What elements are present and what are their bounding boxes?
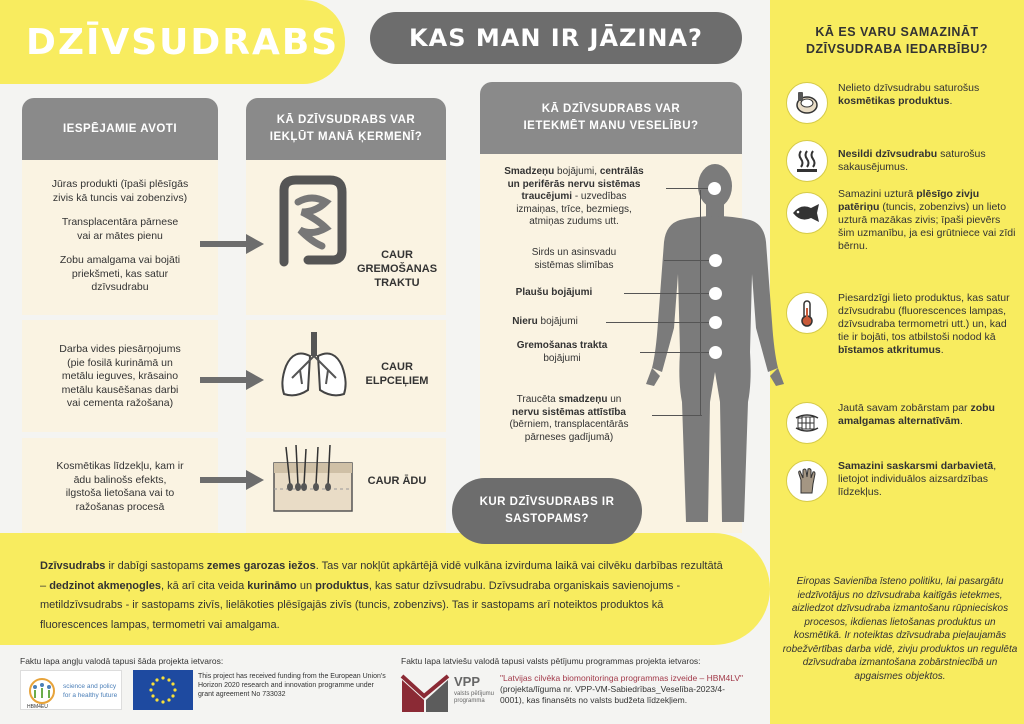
- route-respiratory: CAUR ELPCEĻIEM: [365, 361, 429, 387]
- connector-line: [652, 415, 702, 416]
- connector-line: [666, 188, 710, 189]
- eu-flag-logo: [133, 670, 193, 710]
- marker-dot-brain: [708, 182, 721, 195]
- eu-funding-note: This project has received funding from the European Union's Horizon 2020 research and innovation programme under grant agreement No 733032: [198, 673, 386, 698]
- tip-glove: Samazini saskarsmi darbavietā, lietojot individuālos aizsardzības līdzekļus.: [786, 460, 1016, 502]
- where-found-heading: KUR DZĪVSUDRABS IR SASTOPAMS?: [479, 496, 615, 525]
- marker-dot-lungs: [709, 287, 722, 300]
- footer-left-label: Faktu lapa angļu valodā tapusi šāda projekta ietvaros:: [20, 656, 224, 666]
- tip-cosmetics: Nelieto dzīvsudrabu saturošus kosmētikas produktus.: [786, 82, 1016, 124]
- heat-icon: [786, 140, 828, 182]
- effect-digestive: Gremošanas trakta bojājumi: [516, 340, 608, 364]
- header-routes: KĀ DZĪVSUDRABS VAR IEKĻŪT MANĀ ĶERMENĪ?: [246, 98, 446, 160]
- lungs-icon: [274, 330, 354, 400]
- tip-heat: Nesildi dzīvsudrabu saturošus sakausējumus.: [786, 140, 1016, 182]
- marker-dot-digestive: [709, 346, 722, 359]
- thermometer-icon: [786, 292, 828, 334]
- tooth-icon: [786, 402, 828, 444]
- eu-stars-icon: [133, 670, 193, 710]
- page-title: DZĪVSUDRABS: [26, 21, 340, 63]
- where-found-text: Dzīvsudrabs ir dabīgi sastopams zemes garozas iežos. Tas var nokļūt apkārtējā vidē vulkāna izvirduma laikā vai cilvēku darbības rezultātā – dedzinot akmeņogles, kā arī cita veida kurināmo un produktus, kas satur dzīvsudrabu. Dzīvsudraba organiskais savienojums - metildzīvsudrabs - ir sastopams zivīs, lielākoties plēsīgajās zivīs (tuncis, zobenzivs). Tas ir sastopams arī noteiktos produktos kā fluorescences lampas, termometri vai amalgama.: [40, 560, 723, 631]
- intestine-icon: [272, 172, 352, 272]
- connector-line: [640, 352, 709, 353]
- main-question: KAS MAN IR JĀZINA?: [409, 24, 703, 52]
- marker-dot-kidneys: [709, 316, 722, 329]
- arrow-right-icon: [200, 370, 266, 390]
- vpp-name: VPP: [454, 674, 481, 689]
- arrow-right-icon: [200, 234, 266, 254]
- source-cosmetics: Kosmētikas līdzekļu, kam ir ādu balinošs efekts, ilgstoša lietošana vai to ražošanas procesā: [56, 460, 184, 513]
- connector-line: [624, 293, 709, 294]
- tip-tooth: Jautā savam zobārstam par zobu amalgamas alternatīvām.: [786, 402, 1016, 444]
- eu-policy-note: Eiropas Savienība īsteno politiku, lai pasargātu iedzīvotājus no dzīvsudraba kaitīgās ietekmes, aizliedzot dzīvsudraba izmantošanu rūpnieciskos procesos, ikdienas lietošanas produktus un kosmētikā. Ir noteiktas dzīvsudraba pieļaujamās robežvērtības darba vidē, zivju produktos un regulēta dzīvsudraba izmantošana zobārstniecībā un apgaismes objektos.: [782, 576, 1018, 682]
- hbm4eu-logo: HBM4EU science and policy for a healthy future: [20, 670, 122, 710]
- tip-thermometer: Piesardzīgi lieto produktus, kas satur dzīvsudrabu (fluorescences lampas, dzīvsudraba termometri utt.) un, kad tie ir bojāti, tos atbilstoši nodod kā bīstamos atkritumus.: [786, 292, 1016, 357]
- skin-icon: [272, 445, 354, 515]
- header-health: KĀ DZĪVSUDRABS VAR IETEKMĒT MANU VESELĪBU?: [480, 82, 742, 154]
- vpp-subtitle: valsts pētījumu programma: [454, 691, 495, 704]
- question-banner: [370, 12, 742, 64]
- effect-lungs: Plaušu bojājumi: [515, 287, 593, 298]
- tip-fish: Samazini uzturā plēsīgo zivju patēriņu (tuncis, zobenzivs) un lieto uzturā mazākas zivis; īpaši pievērs šim uzmanību, ja esi grūtniece vai zīdi bērnu.: [786, 188, 1016, 253]
- effect-cardiovascular: Sirds un asinsvadu sistēmas slimības: [531, 247, 617, 271]
- vpp-logo-icon: [400, 672, 450, 716]
- connector-line: [606, 322, 709, 323]
- arrow-right-icon: [200, 470, 266, 490]
- where-found-banner: [452, 478, 642, 544]
- footer-right-label: Faktu lapa latviešu valodā tapusi valsts pētījumu programmas projekta ietvaros:: [401, 656, 701, 666]
- effect-nervous-system: Smadzeņu bojājumi, centrālās un perifērās nervu sistēmas traucējumi - uzvedības izmaiņas, trīce, bezmiegs, atmiņas zudums utt.: [504, 166, 644, 227]
- glove-icon: [786, 460, 828, 502]
- effect-kidneys: Nieru bojājumi: [512, 316, 578, 327]
- marker-dot-heart: [709, 254, 722, 267]
- route-skin: CAUR ĀDU: [367, 475, 427, 487]
- connector-line: [664, 260, 709, 261]
- source-food: Jūras produkti (īpaši plēsīgās zivis kā tuncis vai zobenzivs) Transplacentāra pārnese vai ar mātes pienu Zobu amalgama vai bojāti priekšmeti, kas satur dzīvsudrabu: [51, 178, 189, 293]
- hbm4eu-name: HBM4EU: [27, 704, 48, 710]
- source-workplace: Darba vides piesārņojums (pie fosilā kurināmā un metālu ieguves, krāsaino metālu kausēšanas darbi vai cementa ražošana): [59, 343, 181, 409]
- header-sources: IESPĒJAMIE AVOTI: [22, 98, 218, 160]
- route-digestive: CAUR GREMOŠANAS TRAKTU: [356, 249, 438, 289]
- cosmetics-icon: [786, 82, 828, 124]
- reduce-exposure-heading: KĀ ES VARU SAMAZINĀT DZĪVSUDRABA IEDARBĪBU?: [805, 25, 989, 56]
- effect-development: Traucēta smadzeņu un nervu sistēmas attīstība (bērniem, transplacentārās pārneses gadījumā): [509, 394, 629, 443]
- fish-icon: [786, 192, 828, 234]
- connector-vertical-line: [700, 190, 701, 416]
- title-banner: [0, 0, 345, 84]
- project-info: "Latvijas cilvēka biomonitoringa programmas izveide – HBM4LV" (projekta/līguma nr. VPP-VM-Sabiedrības_Veselība-2023/4- 0001), kas finansēts no valsts budžeta līdzekļiem.: [500, 673, 744, 705]
- hbm4eu-people-icon: [25, 677, 59, 705]
